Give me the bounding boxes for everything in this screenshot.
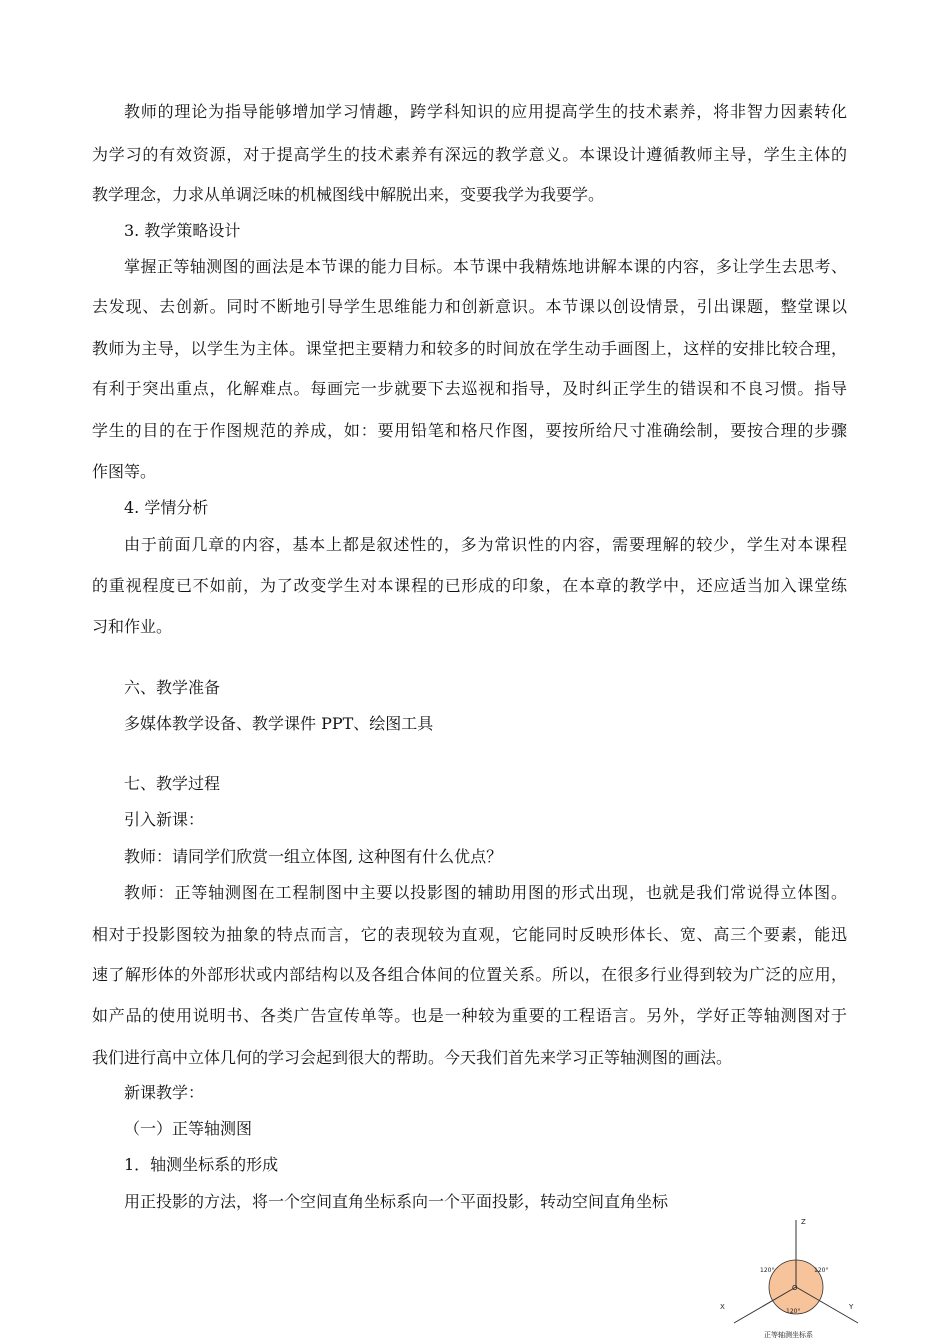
paragraph-line: 习和作业。	[92, 617, 173, 636]
section-heading: 3. 教学策略设计	[124, 221, 241, 240]
origin-label: O	[792, 1284, 798, 1292]
section-heading: 1．轴测坐标系的形成	[124, 1155, 279, 1174]
paragraph-line: 教学理念，力求从单调泛味的机械图线中解脱出来，变要我学为我要学。	[92, 185, 605, 204]
paragraph-line: 如产品的使用说明书、各类广告宣传单等。也是一种较为重要的工程语言。另外，学好正等轴测图对于	[92, 1006, 847, 1025]
paragraph-line: 有利于突出重点，化解难点。每画完一步就要下去巡视和指导，及时纠正学生的错误和不良习惯。指导	[92, 379, 847, 398]
paragraph-line: 由于前面几章的内容，基本上都是叙述性的，多为常识性的内容，需要理解的较少，学生对本课程	[124, 535, 847, 554]
paragraph-line: 作图等。	[92, 462, 157, 481]
paragraph-line: 教师的理论为指导能够增加学习情趣，跨学科知识的应用提高学生的技术素养，将非智力因素转化	[124, 102, 847, 121]
paragraph-line: 多媒体教学设备、教学课件 PPT、绘图工具	[124, 714, 434, 733]
paragraph-line: 学生的目的在于作图规范的养成，如：要用铅笔和格尺作图，要按所给尺寸准确绘制，要按合理的步骤	[92, 421, 847, 440]
y-axis-label: Y	[849, 1303, 854, 1311]
section-heading: （一）正等轴测图	[124, 1119, 253, 1138]
x-axis-label: X	[720, 1303, 725, 1311]
angle-label-left: 120°	[760, 1267, 775, 1274]
angle-label-bottom: 120°	[786, 1308, 801, 1315]
paragraph-line: 教师：请同学们欣赏一组立体图, 这种图有什么优点？	[124, 847, 503, 866]
section-heading: 六、教学准备	[124, 678, 221, 697]
section-heading: 4. 学情分析	[124, 498, 209, 517]
paragraph-line: 教师为主导，以学生为主体。课堂把主要精力和较多的时间放在学生动手画图上，这样的安排比较合理，	[92, 339, 847, 358]
paragraph-line: 新课教学：	[124, 1083, 205, 1102]
paragraph-line: 去发现、去创新。同时不断地引导学生思维能力和创新意识。本节课以创设情景，引出课题，整堂课以	[92, 297, 847, 316]
paragraph-line: 为学习的有效资源，对于提高学生的技术素养有深远的教学意义。本课设计遵循教师主导，学生主体的	[92, 145, 847, 164]
paragraph-line: 我们进行高中立体几何的学习会起到很大的帮助。今天我们首先来学习正等轴测图的画法。	[92, 1048, 733, 1067]
section-heading: 七、教学过程	[124, 774, 221, 793]
paragraph-line: 速了解形体的外部形状或内部结构以及各组合体间的位置关系。所以，在很多行业得到较为广泛的应用，	[92, 965, 847, 984]
angle-label-right: 120°	[814, 1267, 829, 1274]
paragraph-line: 教师：正等轴测图在工程制图中主要以投影图的辅助用图的形式出现，也就是我们常说得立体图。	[124, 883, 847, 902]
figure-caption: 正等轴测坐标系	[764, 1331, 813, 1339]
paragraph-line: 的重视程度已不如前，为了改变学生对本课程的已形成的印象，在本章的教学中，还应适当加入课堂练	[92, 576, 847, 595]
z-axis-label: Z	[801, 1218, 806, 1226]
paragraph-line: 相对于投影图较为抽象的特点而言，它的表现较为直观，它能同时反映形体长、宽、高三个要素，能迅	[92, 925, 847, 944]
paragraph-line: 用正投影的方法，将一个空间直角坐标系向一个平面投影，转动空间直角坐标	[124, 1192, 669, 1211]
paragraph-line: 掌握正等轴测图的画法是本节课的能力目标。本节课中我精炼地讲解本课的内容，多让学生去思考、	[124, 257, 847, 276]
paragraph-line: 引入新课：	[124, 810, 205, 829]
axonometric-axes-figure	[712, 1212, 864, 1342]
